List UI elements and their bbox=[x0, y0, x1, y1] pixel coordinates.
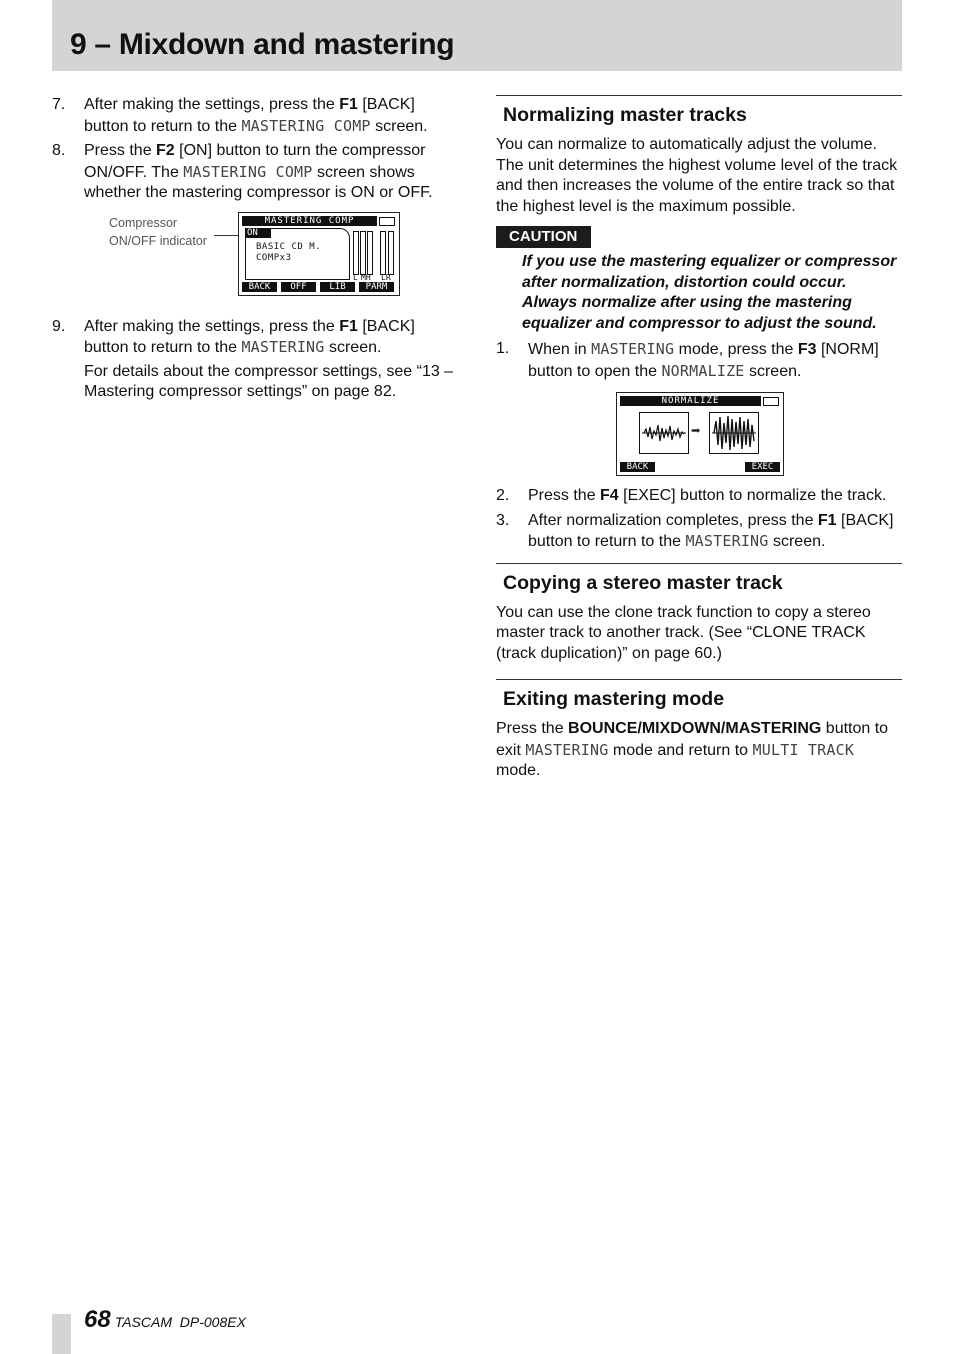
step-text: screen shows whether the mastering compressor is ON or OFF. bbox=[84, 163, 433, 201]
button-name: BOUNCE/MIXDOWN/MASTERING bbox=[568, 720, 822, 737]
arrow-icon: ➡ bbox=[691, 421, 701, 440]
page-number: 68 bbox=[84, 1306, 111, 1333]
meter-label-l: L bbox=[353, 272, 358, 282]
key-label: F3 bbox=[797, 341, 817, 358]
body-text: mode. bbox=[496, 762, 541, 779]
mastering-comp-lcd bbox=[238, 212, 400, 296]
norm-step-1 bbox=[496, 339, 902, 382]
lcd-preset-name: BASIC CD M. bbox=[256, 241, 322, 252]
step-text: [BACK] button to return to the bbox=[84, 96, 415, 135]
section-heading: Copying a stereo master track bbox=[503, 571, 783, 594]
key-label: F1 bbox=[339, 317, 358, 335]
f4-exec-key: EXEC bbox=[745, 462, 780, 472]
compressor-figure bbox=[52, 208, 462, 312]
section-body bbox=[496, 719, 902, 782]
section-heading: Exiting mastering mode bbox=[503, 688, 725, 710]
step-text: Press the bbox=[84, 142, 157, 159]
step-text: [BACK] button to return to the bbox=[528, 511, 894, 550]
step-text: After making the settings, press the bbox=[84, 96, 340, 113]
f1-back-key: BACK bbox=[620, 462, 655, 472]
waveform-before bbox=[639, 412, 689, 454]
step-text: [NORM] button to open the bbox=[528, 341, 879, 380]
caution-text: If you use the mastering equalizer or compressor after normalization, distortion could occur. Always normalize after using the mastering equalizer and compressor to adjust the sound. bbox=[522, 253, 897, 332]
waveform-after bbox=[709, 412, 759, 454]
step-number: 7. bbox=[52, 96, 66, 113]
step-number: 1. bbox=[496, 340, 510, 357]
waveform-before-icon bbox=[640, 413, 688, 453]
step-note: For details about the compressor settings, see “13 – Mastering compressor settings” on page 82. bbox=[84, 362, 454, 400]
body-text: mode and return to bbox=[608, 741, 753, 759]
step-number: 2. bbox=[496, 487, 510, 504]
normalize-lcd bbox=[616, 392, 784, 476]
key-label: F2 bbox=[156, 142, 175, 159]
right-column bbox=[496, 95, 902, 782]
key-label: F1 bbox=[817, 511, 837, 529]
section-body: You can use the clone track function to copy a stereo master track to another track. (See “CLONE TRACK (track duplication)” on page 60.) bbox=[496, 603, 871, 662]
step-text: screen. bbox=[324, 339, 382, 356]
body-text: button to exit bbox=[496, 720, 889, 759]
step-9 bbox=[52, 317, 462, 403]
meter-label-lr: LR bbox=[381, 272, 391, 282]
chapter-header-bar bbox=[52, 0, 902, 71]
step-text: screen. bbox=[768, 533, 826, 550]
copying-section bbox=[496, 563, 902, 665]
left-column bbox=[52, 95, 462, 407]
meter-bar bbox=[380, 231, 386, 275]
screen-name: MASTERING COMP bbox=[241, 116, 371, 135]
caution-badge: CAUTION bbox=[496, 226, 591, 248]
f3-lib-key: LIB bbox=[320, 282, 355, 292]
exiting-section bbox=[496, 679, 902, 782]
waveform-after-icon bbox=[710, 413, 758, 453]
f4-parm-key: PARM bbox=[359, 282, 394, 292]
chapter-title: 9 – Mixdown and mastering bbox=[70, 28, 455, 61]
f1-back-key: BACK bbox=[242, 282, 277, 292]
lcd-header: NORMALIZE bbox=[620, 396, 761, 406]
screen-name: MASTERING bbox=[525, 740, 609, 759]
page-footer bbox=[84, 1306, 246, 1334]
step-text: screen. bbox=[744, 362, 802, 380]
section-heading: Normalizing master tracks bbox=[503, 104, 747, 126]
step-text: screen. bbox=[370, 117, 428, 135]
step-number: 8. bbox=[52, 142, 66, 159]
step-7 bbox=[52, 95, 462, 137]
lcd-preset-ratio: COMPx3 bbox=[256, 252, 292, 263]
callout-line: ON/OFF indicator bbox=[109, 233, 207, 248]
step-text: After making the settings, press the bbox=[84, 317, 340, 335]
step-text: Press the bbox=[528, 487, 601, 504]
step-text: [ON] button to turn the compressor ON/OFF. The bbox=[84, 142, 426, 181]
callout-line: Compressor bbox=[109, 215, 178, 230]
meter-bar bbox=[353, 231, 359, 275]
lcd-header: MASTERING COMP bbox=[242, 216, 377, 226]
step-text: [BACK] button to return to the bbox=[84, 317, 415, 356]
screen-name: MASTERING bbox=[685, 532, 769, 550]
key-label: F4 bbox=[600, 487, 619, 504]
meter-bar bbox=[388, 231, 394, 275]
normalizing-section bbox=[496, 95, 902, 553]
screen-name: MASTERING COMP bbox=[183, 162, 313, 181]
step-number: 9. bbox=[52, 317, 66, 335]
battery-icon bbox=[379, 217, 395, 226]
product-name: TASCAM DP-008EX bbox=[114, 1314, 246, 1330]
battery-icon bbox=[763, 397, 779, 406]
screen-name: MASTERING bbox=[241, 338, 325, 356]
meter-label-mh: MH bbox=[361, 272, 371, 282]
key-label: F1 bbox=[339, 96, 358, 113]
step-text: After normalization completes, press the bbox=[528, 511, 818, 529]
on-indicator: ON bbox=[245, 228, 271, 238]
callout-label bbox=[109, 214, 207, 250]
step-text: [EXEC] button to normalize the track. bbox=[618, 487, 887, 504]
screen-name: MASTERING bbox=[591, 340, 675, 358]
section-intro: You can normalize to automatically adjust the volume. The unit determines the highest volume level of the track and then increases the volume of the entire track so that the highest level is the maximum possible. bbox=[496, 136, 898, 215]
step-text: mode, press the bbox=[674, 341, 798, 358]
meter-bar bbox=[367, 231, 373, 275]
screen-name: NORMALIZE bbox=[661, 361, 745, 380]
body-text: Press the bbox=[496, 720, 569, 737]
normalize-figure bbox=[496, 386, 902, 486]
step-8 bbox=[52, 141, 462, 204]
step-text: When in bbox=[528, 341, 592, 358]
footer-tab bbox=[52, 1314, 71, 1354]
screen-name: MULTI TRACK bbox=[752, 740, 855, 759]
f2-off-key: OFF bbox=[281, 282, 316, 292]
step-number: 3. bbox=[496, 511, 510, 529]
meter-bar bbox=[360, 231, 366, 275]
norm-step-2 bbox=[496, 486, 902, 507]
norm-step-3 bbox=[496, 511, 902, 553]
